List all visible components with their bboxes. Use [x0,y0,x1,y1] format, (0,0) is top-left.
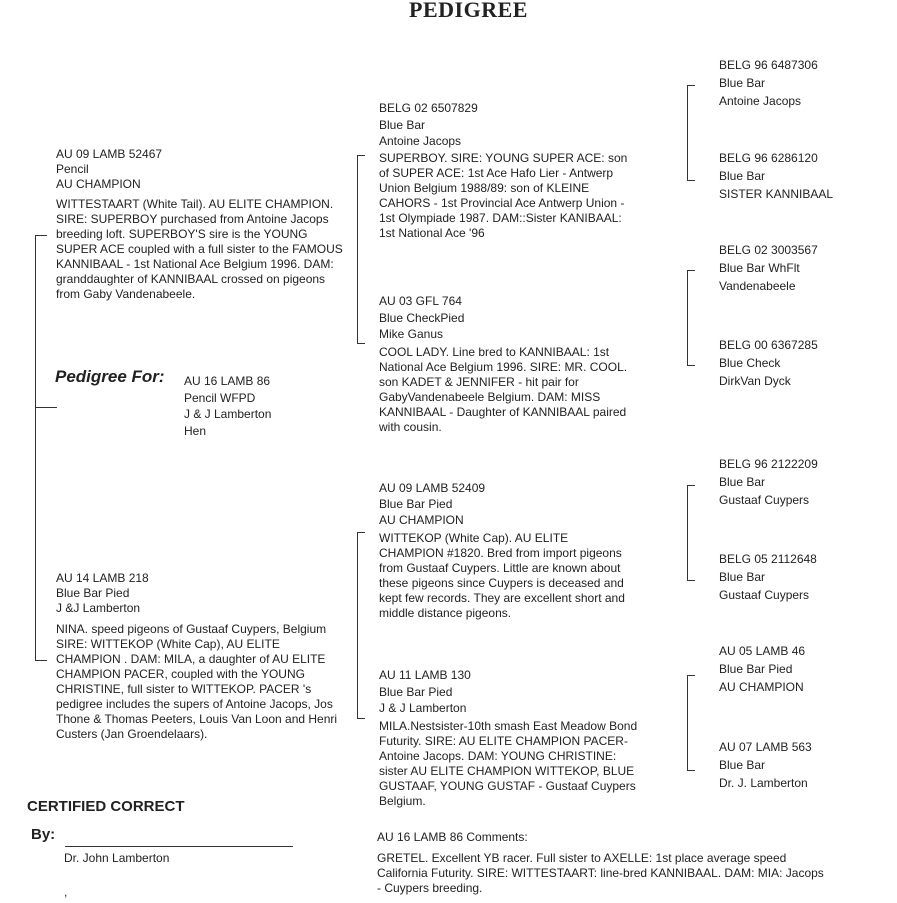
g4-owner: DirkVan Dyck [719,374,791,388]
g8-band: AU 07 LAMB 563 [719,740,812,754]
comments-text: GRETEL. Excellent YB racer. Full sister to AXELLE: 1st place average speed California Futurity. SIRE: WITTESTAART: line-bred KANNIBAAL. DAM: MIA: Jacops - Cuypers breeding. [377,851,824,895]
ss-description: SUPERBOY. SIRE: YOUNG SUPER ACE: son of SUPER ACE: 1st Ace Hafo Lier - Antwerp Union Belgium 1988/89: son of KLEINE CAHORS - 1st Provincial Ace Antwerp Union - 1st Olympiade 1987. DAM::Sister KANIBAAL: 1st National Ace '96 [379,151,628,240]
subject-color: Pencil WFPD [184,390,256,405]
g6-color: Blue Bar [719,570,766,584]
g1-owner: Antoine Jacops [719,94,802,108]
ds-description: WITTEKOP (White Cap). AU ELITE CHAMPION #1820. Bred from import pigeons from Gustaaf Cuypers. Little are known about these pigeons since Cuypers is deceased and kept few records. They are excellent short and middle distance pigeons. [379,531,625,620]
certified-heading: CERTIFIED CORRECT [27,798,185,815]
ds-status: AU CHAMPION [379,513,464,527]
page-title: PEDIGREE [409,0,528,22]
g7-color: Blue Bar Pied [719,662,793,676]
ds-band: AU 09 LAMB 52409 [379,481,486,495]
sd-color: Blue CheckPied [379,310,465,325]
sd-description: COOL LADY. Line bred to KANNIBAAL: 1st National Ace Belgium 1996. SIRE: MR. COOL. son KADET & JENNIFER - hit pair for GabyVandenabeele Belgium. DAM: MISS KANNIBAAL - Daughter of KANNIBAAL paired with cousin. [379,345,628,434]
bracket-sire-bottom [357,343,365,344]
bracket-dd [687,675,688,770]
sire-status: AU CHAMPION [56,177,141,191]
ss-entry [379,100,478,150]
g1-band: BELG 96 6487306 [719,58,818,72]
g3-band: BELG 02 3003567 [719,243,818,257]
g1-entry [719,56,818,110]
g7-band: AU 05 LAMB 46 [719,644,806,658]
ds-color: Blue Bar Pied [379,497,453,511]
g8-entry [719,738,812,792]
dam-description: NINA. speed pigeons of Gustaaf Cuypers, Belgium SIRE: WITTEKOP (White Cap), AU ELITE CHAMPION . DAM: MILA, a daughter of AU ELITE CHAMPION PACER, coupled with the YOUNG CHRISTINE, full sister to WITTEKOP. PACER 's pedigree includes the supers of Antoine Jacops, Jos Thone & Thomas Peeters, Louis Van Loon and Henri Custers (Jan Groendelaars). [56,622,338,741]
dd-color: Blue Bar Pied [379,684,453,699]
ss-owner: Antoine Jacops [379,134,462,148]
stray-mark: , [64,885,68,899]
signature-line [65,846,293,847]
bracket-subject-top [35,235,47,236]
subject-band: AU 16 LAMB 86 [184,374,271,388]
g3-entry [719,241,818,295]
g2-owner: SISTER KANNIBAAL [719,187,834,201]
sd-owner: Mike Ganus [379,327,444,341]
g4-color: Blue Check [719,356,781,370]
sire-description: WITTESTAART (White Tail). AU ELITE CHAMPION. SIRE: SUPERBOY purchased from Antoine Jacops breeding loft. SUPERBOY'S sire is the YOUNG SUPER ACE coupled with a full sister to the FAMOUS KANNIBAAL - 1st National Ace Belgium 1996. DAM: granddaughter of KANNIBAAL crossed on pigeons from Gaby Vandenabeele. [56,197,343,301]
g6-entry [719,550,817,604]
sire-color: Pencil [56,162,89,176]
g3-color: Blue Bar WhFlt [719,261,800,275]
sd-entry [379,293,464,343]
g5-color: Blue Bar [719,475,766,489]
dd-owner: J & J Lamberton [379,701,467,715]
bracket-dam-top [357,532,365,533]
g7-status: AU CHAMPION [719,680,804,694]
g1-color: Blue Bar [719,76,766,90]
subject-entry [184,373,271,439]
subject-sex: Hen [184,423,207,438]
bracket-ss [687,85,688,180]
bracket-sire [357,155,358,343]
bracket-dam-bottom [357,718,365,719]
subject-owner: J & J Lamberton [184,407,272,421]
g3-owner: Vandenabeele [719,279,796,293]
bracket-subject [35,235,36,660]
g4-band: BELG 00 6367285 [719,338,818,352]
g5-entry [719,455,818,509]
g4-entry [719,336,818,390]
sire-band: AU 09 LAMB 52467 [56,147,163,161]
dam-band: AU 14 LAMB 218 [56,571,149,585]
g2-entry [719,149,833,203]
g2-color: Blue Bar [719,169,766,183]
dam-color: Blue Bar Pied [56,586,130,600]
dam-owner: J &J Lamberton [56,601,141,615]
g7-entry [719,642,805,696]
bracket-subject-bottom [35,660,47,661]
dd-entry [379,667,471,717]
g5-owner: Gustaaf Cuypers [719,493,810,507]
signer-name: Dr. John Lamberton [64,851,170,865]
by-label: By: [31,826,56,843]
ss-band: BELG 02 6507829 [379,101,478,115]
g6-band: BELG 05 2112648 [719,552,817,566]
sire-entry [56,147,162,192]
g2-band: BELG 96 6286120 [719,151,818,165]
dd-description: MILA.Nestsister-10th smash East Meadow Bond Futurity. SIRE: AU ELITE CHAMPION PACER-Antoine Jacops. DAM: YOUNG CHRISTINE: sister AU ELITE CHAMPION WITTEKOP, BLUE GUSTAAF, YOUNG GUSTAF - Gustaaf Cuypers Belgium. [379,719,638,808]
pedigree-for-label: Pedigree For: [55,367,165,386]
g5-band: BELG 96 2122209 [719,457,818,471]
g6-owner: Gustaaf Cuypers [719,588,810,602]
bracket-dam [357,532,358,718]
bracket-subject-tick [35,407,57,408]
sd-band: AU 03 GFL 764 [379,294,462,308]
ss-color: Blue Bar [379,117,426,132]
g8-owner: Dr. J. Lamberton [719,776,808,790]
g8-color: Blue Bar [719,758,766,772]
dam-entry [56,571,149,616]
comments-heading: AU 16 LAMB 86 Comments: [377,830,528,844]
dd-band: AU 11 LAMB 130 [379,668,471,682]
bracket-ds [687,485,688,580]
ds-entry [379,480,485,528]
bracket-sd [687,270,688,365]
bracket-sire-top [357,155,365,156]
